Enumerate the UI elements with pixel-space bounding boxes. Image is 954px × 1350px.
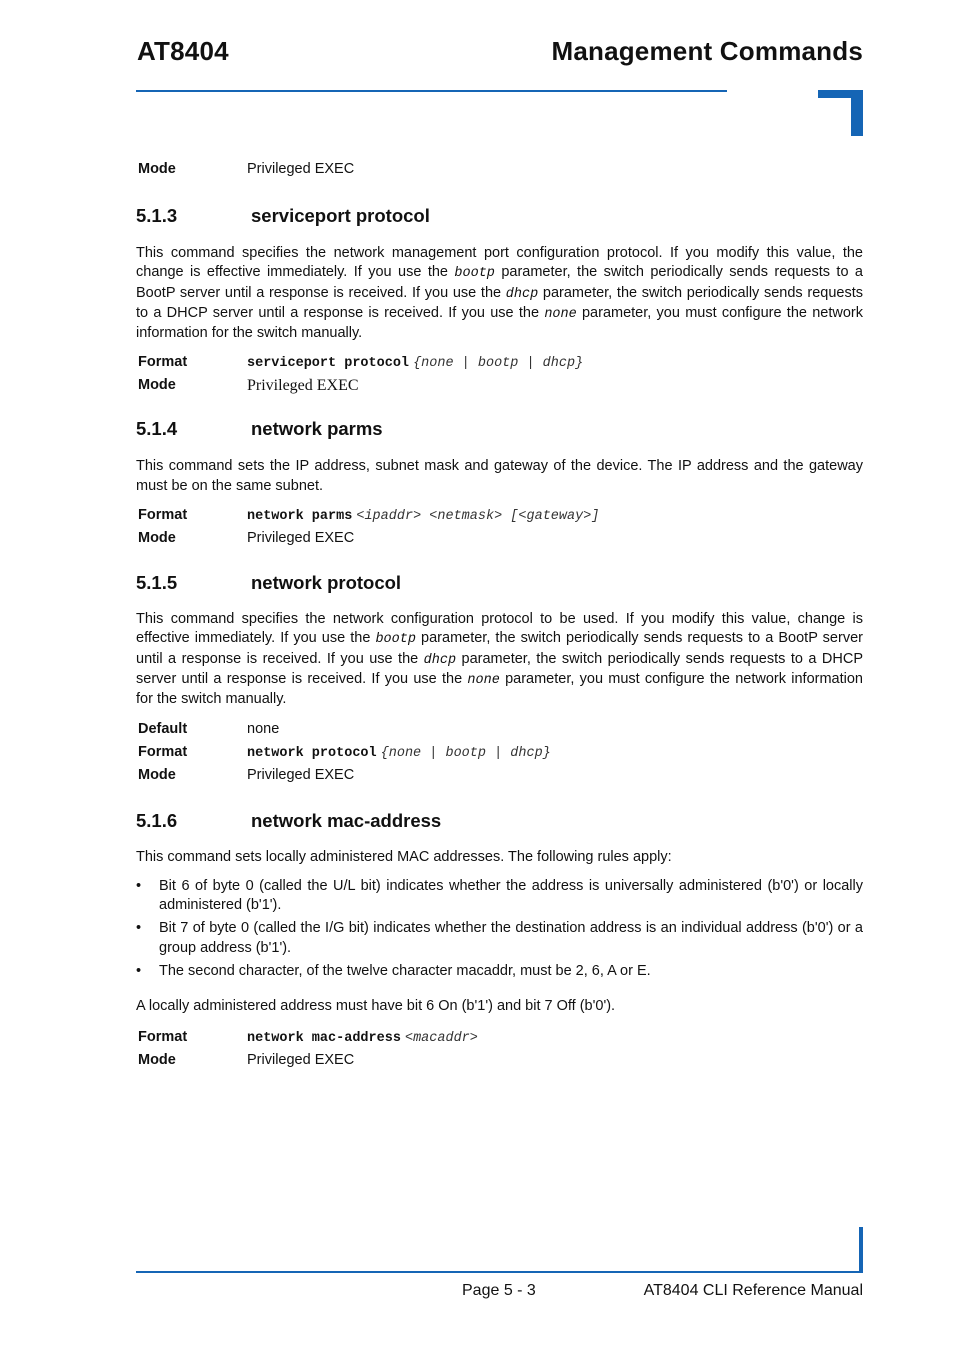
header-rule [136,90,727,92]
format-label: Format [138,507,188,524]
bullet-marker: • [136,877,142,894]
format-label: Format [138,354,188,371]
section-number: 5.1.4 [136,418,178,440]
product-title: AT8404 [137,36,229,66]
page-number: Page 5 - 3 [462,1282,536,1299]
mode-value: Privileged EXEC [247,161,355,177]
bullet-marker: • [136,963,142,980]
rules-list [136,877,863,981]
footer-rule [136,1271,863,1273]
format-syntax: network protocol {none | bootp | dhcp} [247,745,551,761]
list-item: • Bit 7 of byte 0 (called the I/G bit) indicates whether the destination address is an individual address (b'0') or a group address (b'1'). [136,920,863,956]
bullet-marker: • [136,920,142,937]
summary-text: A locally administered address must have bit 6 On (b'1') and bit 7 Off (b'0'). [136,998,616,1015]
mode-row [136,376,863,399]
mode-label: Mode [138,1051,176,1068]
section-title: network parms [251,418,383,440]
section-description: This command sets locally administered MAC addresses. The following rules apply: [136,848,672,865]
mode-value: Privileged EXEC [247,530,355,547]
mode-row [136,529,863,552]
page-content [136,160,863,1074]
section-description: This command specifies the network management port configuration protocol. If you modify this value, the change is effective immediately. If you use the bootp parameter, the switch periodically sends requests to a BootP server until a response is received. If you use the dhcp parameter, the switch periodically sends requests to a DHCP server until a response is received. If you use the none parameter, you must configure the network information for the switch manually. [136,245,863,342]
section-title: network protocol [251,572,402,594]
section-number: 5.1.6 [136,809,178,831]
format-syntax: serviceport protocol {none | bootp | dhcp} [247,356,584,372]
keyword-none: none [467,672,500,688]
section-heading-5-1-3 [136,206,863,232]
format-row [136,743,863,766]
section-title: network mac-address [251,809,442,831]
mode-value: Privileged EXEC [247,766,355,783]
keyword-dhcp: dhcp [505,286,539,302]
keyword-dhcp: dhcp [423,652,457,668]
top-mode-row [136,160,863,183]
mode-value: Privileged EXEC [247,377,359,395]
format-row [136,353,863,376]
mode-label: Mode [138,377,176,394]
mode-row [136,1051,863,1074]
mode-label: Mode [138,766,176,783]
format-syntax: network mac-address <macaddr> [247,1030,478,1046]
format-label: Format [138,743,188,760]
default-value: none [247,720,280,737]
section-heading-5-1-6 [136,811,863,837]
keyword-none: none [544,306,577,322]
default-label: Default [138,720,188,737]
section-heading-5-1-5 [136,573,863,599]
chapter-title: Management Commands [551,36,863,66]
footer-corner-mark [859,1227,863,1273]
section-heading-5-1-4 [136,419,863,445]
section-number: 5.1.3 [136,205,178,226]
section-title: serviceport protocol [251,205,430,226]
manual-title: AT8404 CLI Reference Manual [643,1282,863,1299]
default-row [136,720,863,743]
section-description: This command sets the IP address, subnet mask and gateway of the device. The IP address and the gateway must be on the same subnet. [136,458,863,494]
format-row [136,506,863,529]
keyword-bootp: bootp [375,632,416,648]
mode-label: Mode [138,530,176,547]
format-row [136,1028,863,1051]
keyword-bootp: bootp [454,266,495,282]
mode-value: Privileged EXEC [247,1051,355,1068]
section-description: This command specifies the network configuration protocol to be used. If you modify this value, change is effective immediately. If you use the bootp parameter, the switch periodically sends requests to a BootP server until a response is received. If you use the dhcp parameter, the switch periodically sends requests to a DHCP server until a response is received. If you use the none parameter, you must configure the network information for the switch manually. [136,611,863,708]
header-corner-mark [818,90,863,136]
mode-row [136,766,863,789]
mode-label: Mode [138,161,176,177]
section-number: 5.1.5 [136,572,178,594]
format-label: Format [138,1028,188,1045]
format-syntax: network parms <ipaddr> <netmask> [<gateway>] [247,509,600,525]
list-item: • Bit 6 of byte 0 (called the U/L bit) indicates whether the address is universally administered (b'0') or locally administered (b'1'). [136,877,863,914]
list-item: • The second character, of the twelve character macaddr, must be 2, 6, A or E. [136,962,863,981]
